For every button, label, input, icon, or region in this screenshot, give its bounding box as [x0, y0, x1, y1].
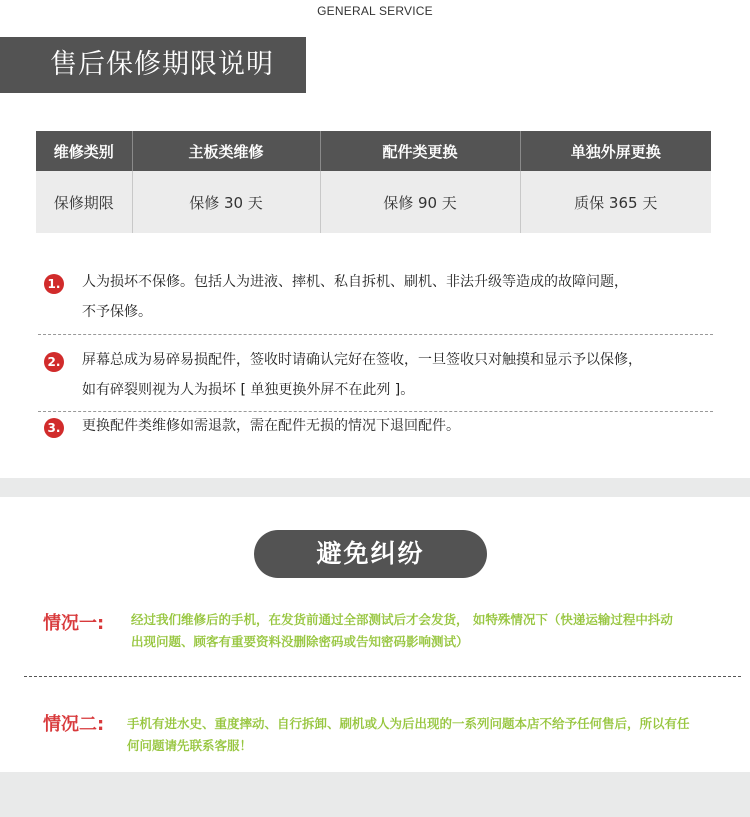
- note-number-3: 3.: [44, 418, 64, 438]
- cell-screen: 质保 365 天: [520, 171, 711, 233]
- page-title: 售后保修期限说明: [0, 37, 306, 93]
- case-label-2: 情况二:: [43, 714, 105, 735]
- note-line: 更换配件类维修如需退款，需在配件无损的情况下退回配件。: [82, 418, 460, 434]
- divider: [24, 676, 741, 677]
- warranty-card: [0, 108, 750, 478]
- cell-mainboard: 保修 30 天: [132, 171, 320, 233]
- note-text-1: [82, 267, 707, 327]
- disputes-card: [0, 497, 750, 772]
- note-line: 人为损坏不保修。包括人为进液、摔机、私自拆机、刷机、非法升级等造成的故障问题，: [82, 274, 628, 290]
- case-text-1: [131, 609, 673, 653]
- case-line: 手机有进水史、重度摔动、自行拆卸、刷机或人为后出现的一系列问题本店不给予任何售后，所以有任: [127, 716, 690, 731]
- case-text-2: [127, 713, 690, 757]
- case-line: 出现问题、顾客有重要资料没删除密码或告知密码影响测试）: [131, 634, 469, 649]
- header-mainboard: 主板类维修: [132, 131, 320, 171]
- note-line: 屏幕总成为易碎易损配件，签收时请确认完好在签收，一旦签收只对触摸和显示予以保修，: [82, 352, 642, 368]
- cell-period-label: 保修期限: [36, 171, 132, 233]
- note-text-2: [82, 345, 707, 405]
- note-number-1: 1.: [44, 274, 64, 294]
- divider: [38, 334, 713, 335]
- table-row: [36, 171, 711, 233]
- cell-parts: 保修 90 天: [320, 171, 520, 233]
- header-parts: 配件类更换: [320, 131, 520, 171]
- warranty-table: [36, 131, 711, 233]
- case-line: 经过我们维修后的手机，在发货前通过全部测试后才会发货， 如特殊情况下（快递运输过程中抖动: [131, 612, 673, 627]
- header-category: 维修类别: [36, 131, 132, 171]
- general-service-label: GENERAL SERVICE: [317, 4, 433, 18]
- note-line: 不予保修。: [82, 304, 152, 320]
- case-line: 何问题请先联系客服！: [127, 738, 253, 753]
- note-line: 如有碎裂则视为人为损坏 [ 单独更换外屏不在此列 ]。: [82, 382, 415, 398]
- header-screen: 单独外屏更换: [520, 131, 711, 171]
- case-label-1: 情况一:: [43, 613, 105, 634]
- table-header-row: [36, 131, 711, 171]
- disputes-title: 避免纠纷: [254, 530, 487, 578]
- note-number-2: 2.: [44, 352, 64, 372]
- note-text-3: [82, 411, 707, 441]
